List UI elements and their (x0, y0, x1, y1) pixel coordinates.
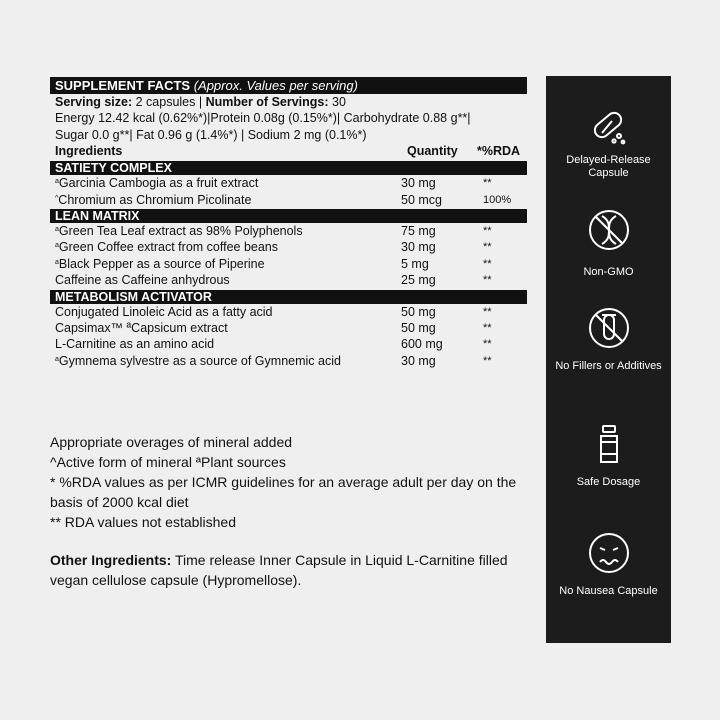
col-rda: *%RDA (477, 144, 521, 159)
nausea-face-icon (587, 531, 631, 575)
badge-label: No Fillers or Additives (555, 360, 662, 372)
ingredient-text: Capsimax™ ªCapsicum extract (55, 320, 228, 335)
ingredient-row (50, 320, 527, 336)
source-mark: a (55, 355, 59, 363)
other-text: Time release Inner Capsule in Liquid L-Carnitine filled vegan cellulose capsule (Hypromellose). (50, 552, 508, 588)
ingredient-text: Conjugated Linoleic Acid as a fatty acid (55, 304, 273, 319)
footnotes (50, 432, 530, 532)
energy-line-2: Sugar 0.0 g**| Fat 0.96 g (1.4%*) | Sodium 2 mg (0.1%*) (55, 127, 367, 142)
ingredient-text: Green Coffee extract from coffee beans (58, 240, 279, 255)
ingredient-quantity: 25 mg (401, 273, 436, 288)
ingredient-quantity: 5 mg (401, 256, 429, 271)
ingredient-text: Caffeine as Caffeine anhydrous (55, 273, 230, 288)
badge-no-nausea (546, 531, 671, 598)
badge-safe-dosage (546, 422, 671, 489)
ingredient-row (50, 223, 527, 239)
col-ingredients: Ingredients (55, 144, 123, 159)
ingredient-text: L-Carnitine as an amino acid (55, 337, 215, 352)
energy-line-1: Energy 12.42 kcal (0.62%*)|Protein 0.08g (0.15%*)| Carbohydrate 0.88 g**| (55, 111, 471, 126)
ingredient-quantity: 30 mg (401, 240, 436, 255)
column-header (50, 143, 527, 160)
no-dna-icon (587, 208, 631, 252)
badge-no-fillers (546, 306, 671, 373)
ingredient-name (55, 320, 401, 336)
badge-label: No Nausea Capsule (559, 585, 658, 597)
ingredient-quantity: 50 mg (401, 304, 436, 319)
source-mark: a (55, 178, 59, 186)
note-not-established: ** RDA values not established (50, 514, 236, 530)
badge-label: Safe Dosage (576, 476, 641, 488)
ingredient-quantity: 50 mg (401, 320, 436, 335)
source-mark: a (55, 258, 59, 266)
ingredient-row (50, 239, 527, 255)
serving-value: 2 capsules (135, 95, 196, 109)
note-sources: ^Active form of mineral ªPlant sources (50, 454, 286, 470)
sections (50, 161, 527, 369)
ingredient-name (55, 336, 401, 352)
ingredient-rda: ** (483, 354, 492, 367)
ingredient-text: Chromium as Chromium Picolinate (58, 192, 252, 207)
ingredient-quantity: 75 mg (401, 224, 436, 238)
serving-label: Serving size: (55, 95, 133, 109)
no-filler-tube-icon (587, 306, 631, 350)
source-mark: a (55, 226, 59, 233)
section-header: SATIETY COMPLEX (50, 161, 527, 175)
note-overages: Appropriate overages of mineral added (50, 434, 293, 450)
ingredient-name (55, 353, 401, 369)
ingredient-text: Garcinia Cambogia as a fruit extract (58, 176, 259, 191)
ingredient-rda: ** (483, 241, 492, 254)
ingredient-quantity: 30 mg (401, 353, 436, 368)
source-mark: ^ (55, 194, 59, 202)
feature-panel (546, 76, 671, 643)
facts-title: SUPPLEMENT FACTS (55, 78, 191, 93)
ingredient-row (50, 304, 527, 320)
ingredient-rda: ** (483, 305, 492, 318)
badge-delayed-release (546, 104, 671, 180)
ingredient-quantity: 600 mg (401, 337, 443, 352)
ingredient-row (50, 272, 527, 288)
section-header: LEAN MATRIX (50, 209, 527, 223)
servings-label: Number of Servings: (205, 95, 329, 109)
section-header: METABOLISM ACTIVATOR (50, 290, 527, 304)
facts-header (50, 77, 527, 94)
other-label: Other Ingredients: (50, 552, 172, 568)
ingredient-rda: ** (483, 257, 492, 270)
ingredient-text: Green Tea Leaf extract as 98% Polyphenols (58, 224, 303, 238)
col-quantity: Quantity (407, 144, 458, 159)
ingredient-quantity: 50 mcg (401, 192, 442, 207)
ingredient-name (55, 304, 401, 320)
badge-label: Delayed-Release Capsule (566, 154, 651, 179)
badge-label: Non-GMO (583, 266, 634, 278)
source-mark: a (55, 242, 59, 250)
ingredient-rda: ** (483, 177, 492, 190)
other-ingredients (50, 550, 530, 590)
supplement-facts-table (50, 77, 527, 369)
ingredient-row (50, 336, 527, 352)
ingredient-row (50, 256, 527, 272)
bottle-icon (587, 422, 631, 466)
capsule-icon (587, 104, 631, 148)
ingredient-name (55, 272, 401, 288)
ingredient-rda: ** (483, 225, 492, 237)
ingredient-rda: ** (483, 338, 492, 351)
ingredient-rda: 100% (483, 193, 512, 206)
ingredient-row (50, 192, 527, 208)
ingredient-row (50, 353, 527, 369)
ingredient-rda: ** (483, 321, 492, 334)
note-rda: * %RDA values as per ICMR guidelines for an average adult per day on the basis of 2000 kcal diet (50, 474, 517, 510)
facts-title-sub: (Approx. Values per serving) (193, 78, 358, 93)
ingredient-name (55, 192, 401, 208)
ingredient-name (55, 256, 401, 272)
ingredient-row (50, 175, 527, 191)
serving-line: Serving size: 2 capsules | Number of Servings: 30 (55, 95, 346, 109)
servings-value: 30 (332, 95, 346, 109)
ingredient-name (55, 239, 401, 255)
ingredient-name (55, 175, 401, 191)
badge-non-gmo (546, 208, 671, 279)
ingredient-quantity: 30 mg (401, 176, 436, 191)
ingredient-text: Black Pepper as a source of Piperine (58, 256, 265, 271)
ingredient-rda: ** (483, 274, 492, 287)
ingredient-text: Gymnema sylvestre as a source of Gymnemic acid (58, 353, 341, 368)
ingredient-name (55, 223, 401, 239)
